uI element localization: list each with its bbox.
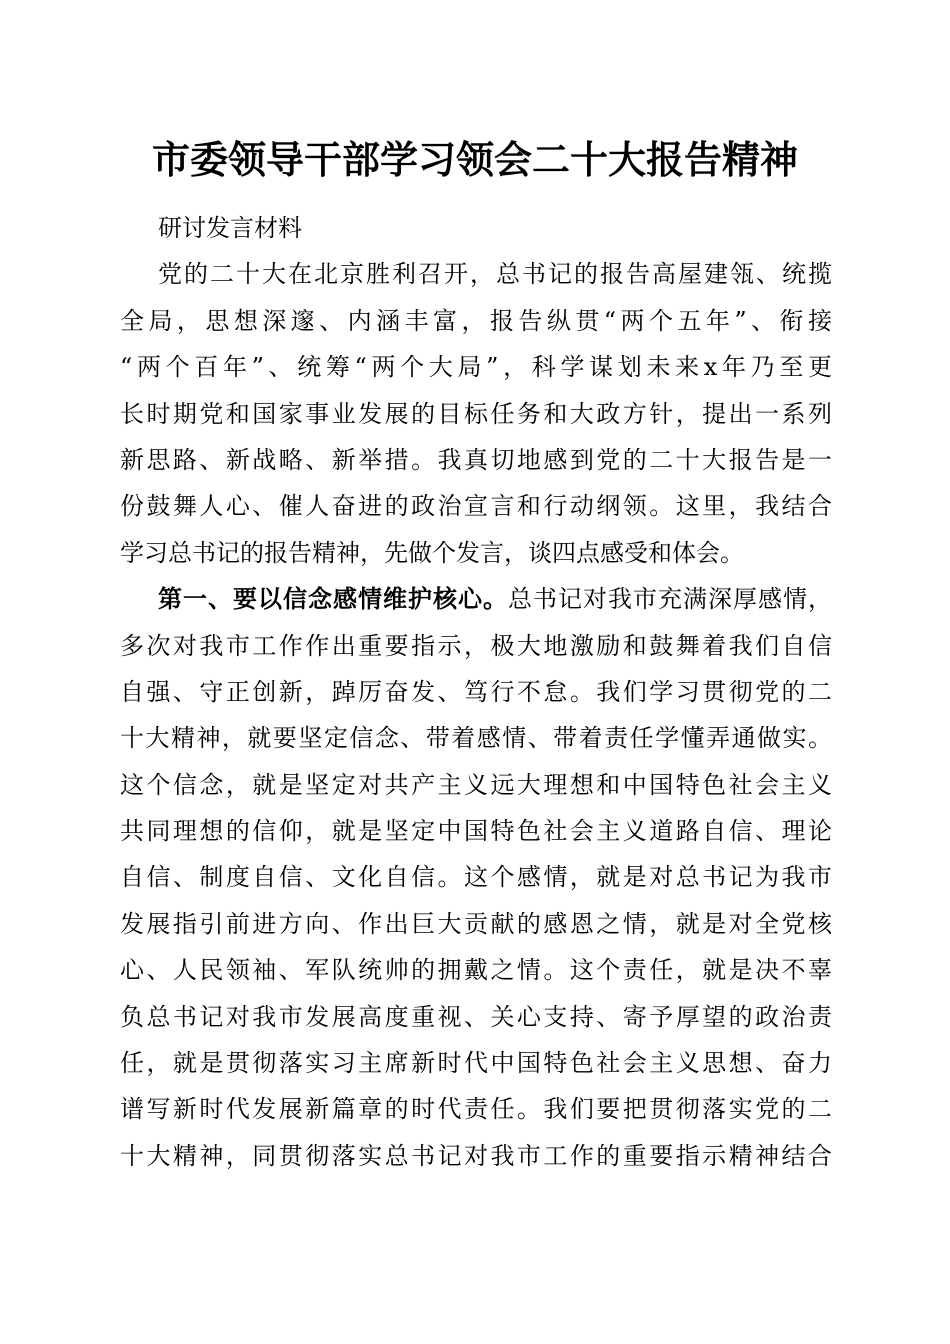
text-line: 多次对我市工作作出重要指示，极大地激励和鼓舞着我们自信 (120, 631, 832, 660)
text-line: 自强、守正创新，踔厉奋发、笃行不怠。我们学习贯彻党的二 (120, 677, 832, 706)
text-line: 十大精神，同贯彻落实总书记对我市工作的重要指示精神结合 (120, 1141, 832, 1170)
text-line: 自信、制度自信、文化自信。这个感情，就是对总书记为我市 (120, 863, 832, 892)
text-line: “两个百年”、统筹“两个大局”，科学谋划未来x年乃至更 (120, 353, 832, 382)
text-line: 份鼓舞人心、催人奋进的政治宣言和行动纲领。这里，我结合 (120, 492, 832, 521)
document-title: 市委领导干部学习领会二十大报告精神 (151, 137, 798, 182)
text-line: 谱写新时代发展新篇章的时代责任。我们要把贯彻落实党的二 (120, 1095, 832, 1124)
text-line: 负总书记对我市发展高度重视、关心支持、寄予厚望的政治责 (120, 1002, 832, 1031)
text-line: 学习总书记的报告精神，先做个发言，谈四点感受和体会。 (120, 538, 744, 567)
text-line: 新思路、新战略、新举措。我真切地感到党的二十大报告是一 (120, 445, 832, 474)
text-line: 十大精神，就要坚定信念、带着感情、带着责任学懂弄通做实。 (120, 724, 832, 753)
text-line: 党的二十大在北京胜利召开，总书记的报告高屋建瓴、统揽 (158, 260, 832, 289)
text-fragment: 总书记对我市充满深厚感情， (508, 585, 832, 614)
text-line: 这个信念，就是坚定对共产主义远大理想和中国特色社会主义 (120, 770, 832, 799)
paragraph-2 (120, 576, 832, 1179)
text-line: 全局，思想深邃、内涵丰富，报告纵贯“两个五年”、衔接 (120, 306, 832, 335)
text-line: 任，就是贯彻落实习主席新时代中国特色社会主义思想、奋力 (120, 1049, 832, 1078)
text-line: 心、人民领袖、军队统帅的拥戴之情。这个责任，就是决不辜 (120, 956, 832, 985)
document-subtitle: 研讨发言材料 (158, 214, 302, 242)
text-line: 发展指引前进方向、作出巨大贡献的感恩之情，就是对全党核 (120, 909, 832, 938)
document-body (120, 205, 832, 1179)
section-heading: 第一、要以信念感情维护核心。 (158, 584, 508, 614)
text-line: 共同理想的信仰，就是坚定中国特色社会主义道路自信、理论 (120, 817, 832, 846)
text-line: 长时期党和国家事业发展的目标任务和大政方针，提出一系列 (120, 399, 832, 428)
paragraph-1 (120, 251, 832, 576)
text-line (120, 576, 832, 622)
